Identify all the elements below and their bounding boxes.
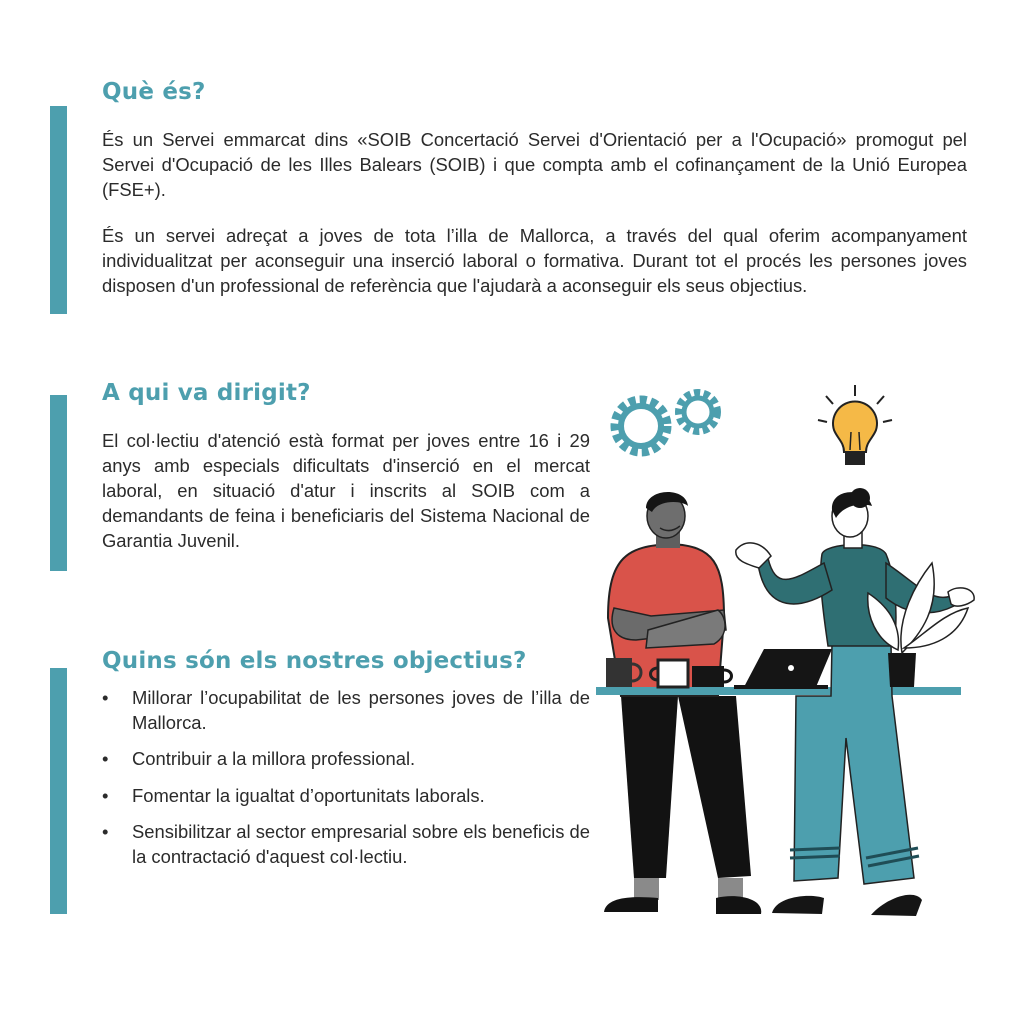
accent-bar-1 bbox=[50, 106, 67, 314]
accent-bar-3 bbox=[50, 668, 67, 914]
list-item: • Contribuir a la millora professional. bbox=[102, 747, 590, 772]
list-item: • Fomentar la igualtat d’oportunitats laborals. bbox=[102, 784, 590, 809]
paragraph-que-es-1: És un Servei emmarcat dins «SOIB Concertació Servei d'Orientació per a l'Ocupació» promogut pel Servei d'Ocupació de les Illes Balears (SOIB) i que compta amb el cofinançament de la Unió Europea (FSE+). bbox=[102, 129, 967, 200]
accent-bar-2 bbox=[50, 395, 67, 571]
heading-a-qui-va-dirigit: A qui va dirigit? bbox=[102, 380, 311, 406]
heading-que-es: Què és? bbox=[102, 79, 206, 105]
laptop-icon bbox=[734, 649, 832, 687]
bullet-icon: • bbox=[102, 748, 109, 769]
lightbulb-icon bbox=[818, 385, 892, 465]
bullet-icon: • bbox=[102, 687, 109, 708]
gear-icon bbox=[615, 400, 667, 452]
list-item: • Sensibilitzar al sector empresarial sobre els beneficis de la contractació d'aquest col·lectiu. bbox=[102, 821, 590, 867]
heading-objectius: Quins són els nostres objectius? bbox=[102, 648, 527, 674]
gear-icon bbox=[679, 393, 717, 431]
bullet-icon: • bbox=[102, 784, 109, 806]
paragraph-que-es-2: És un servei adreçat a joves de tota l’illa de Mallorca, a través del qual oferim acompanyament individualitzat per aconseguir una inserció laboral o formativa. Durant tot el procés les persones joves disposen d'un professional de referència que l'ajudarà a aconseguir els seus objectius. bbox=[102, 225, 967, 296]
objectives-list bbox=[102, 686, 590, 881]
bullet-icon: • bbox=[102, 821, 109, 842]
illustration bbox=[596, 378, 986, 923]
woman-figure bbox=[736, 488, 974, 916]
paragraph-a-qui-va-dirigit: El col·lectiu d'atenció està format per joves entre 16 i 29 anys amb especials dificultats d'inserció en el mercat laboral, en situació d'atur i inscrits al SOIB com a demandants de feina i beneficiaris del Sistema Nacional de Garantia Juvenil. bbox=[102, 430, 590, 551]
list-item: • Millorar l’ocupabilitat de les persones joves de l’illa de Mallorca. bbox=[102, 687, 590, 733]
